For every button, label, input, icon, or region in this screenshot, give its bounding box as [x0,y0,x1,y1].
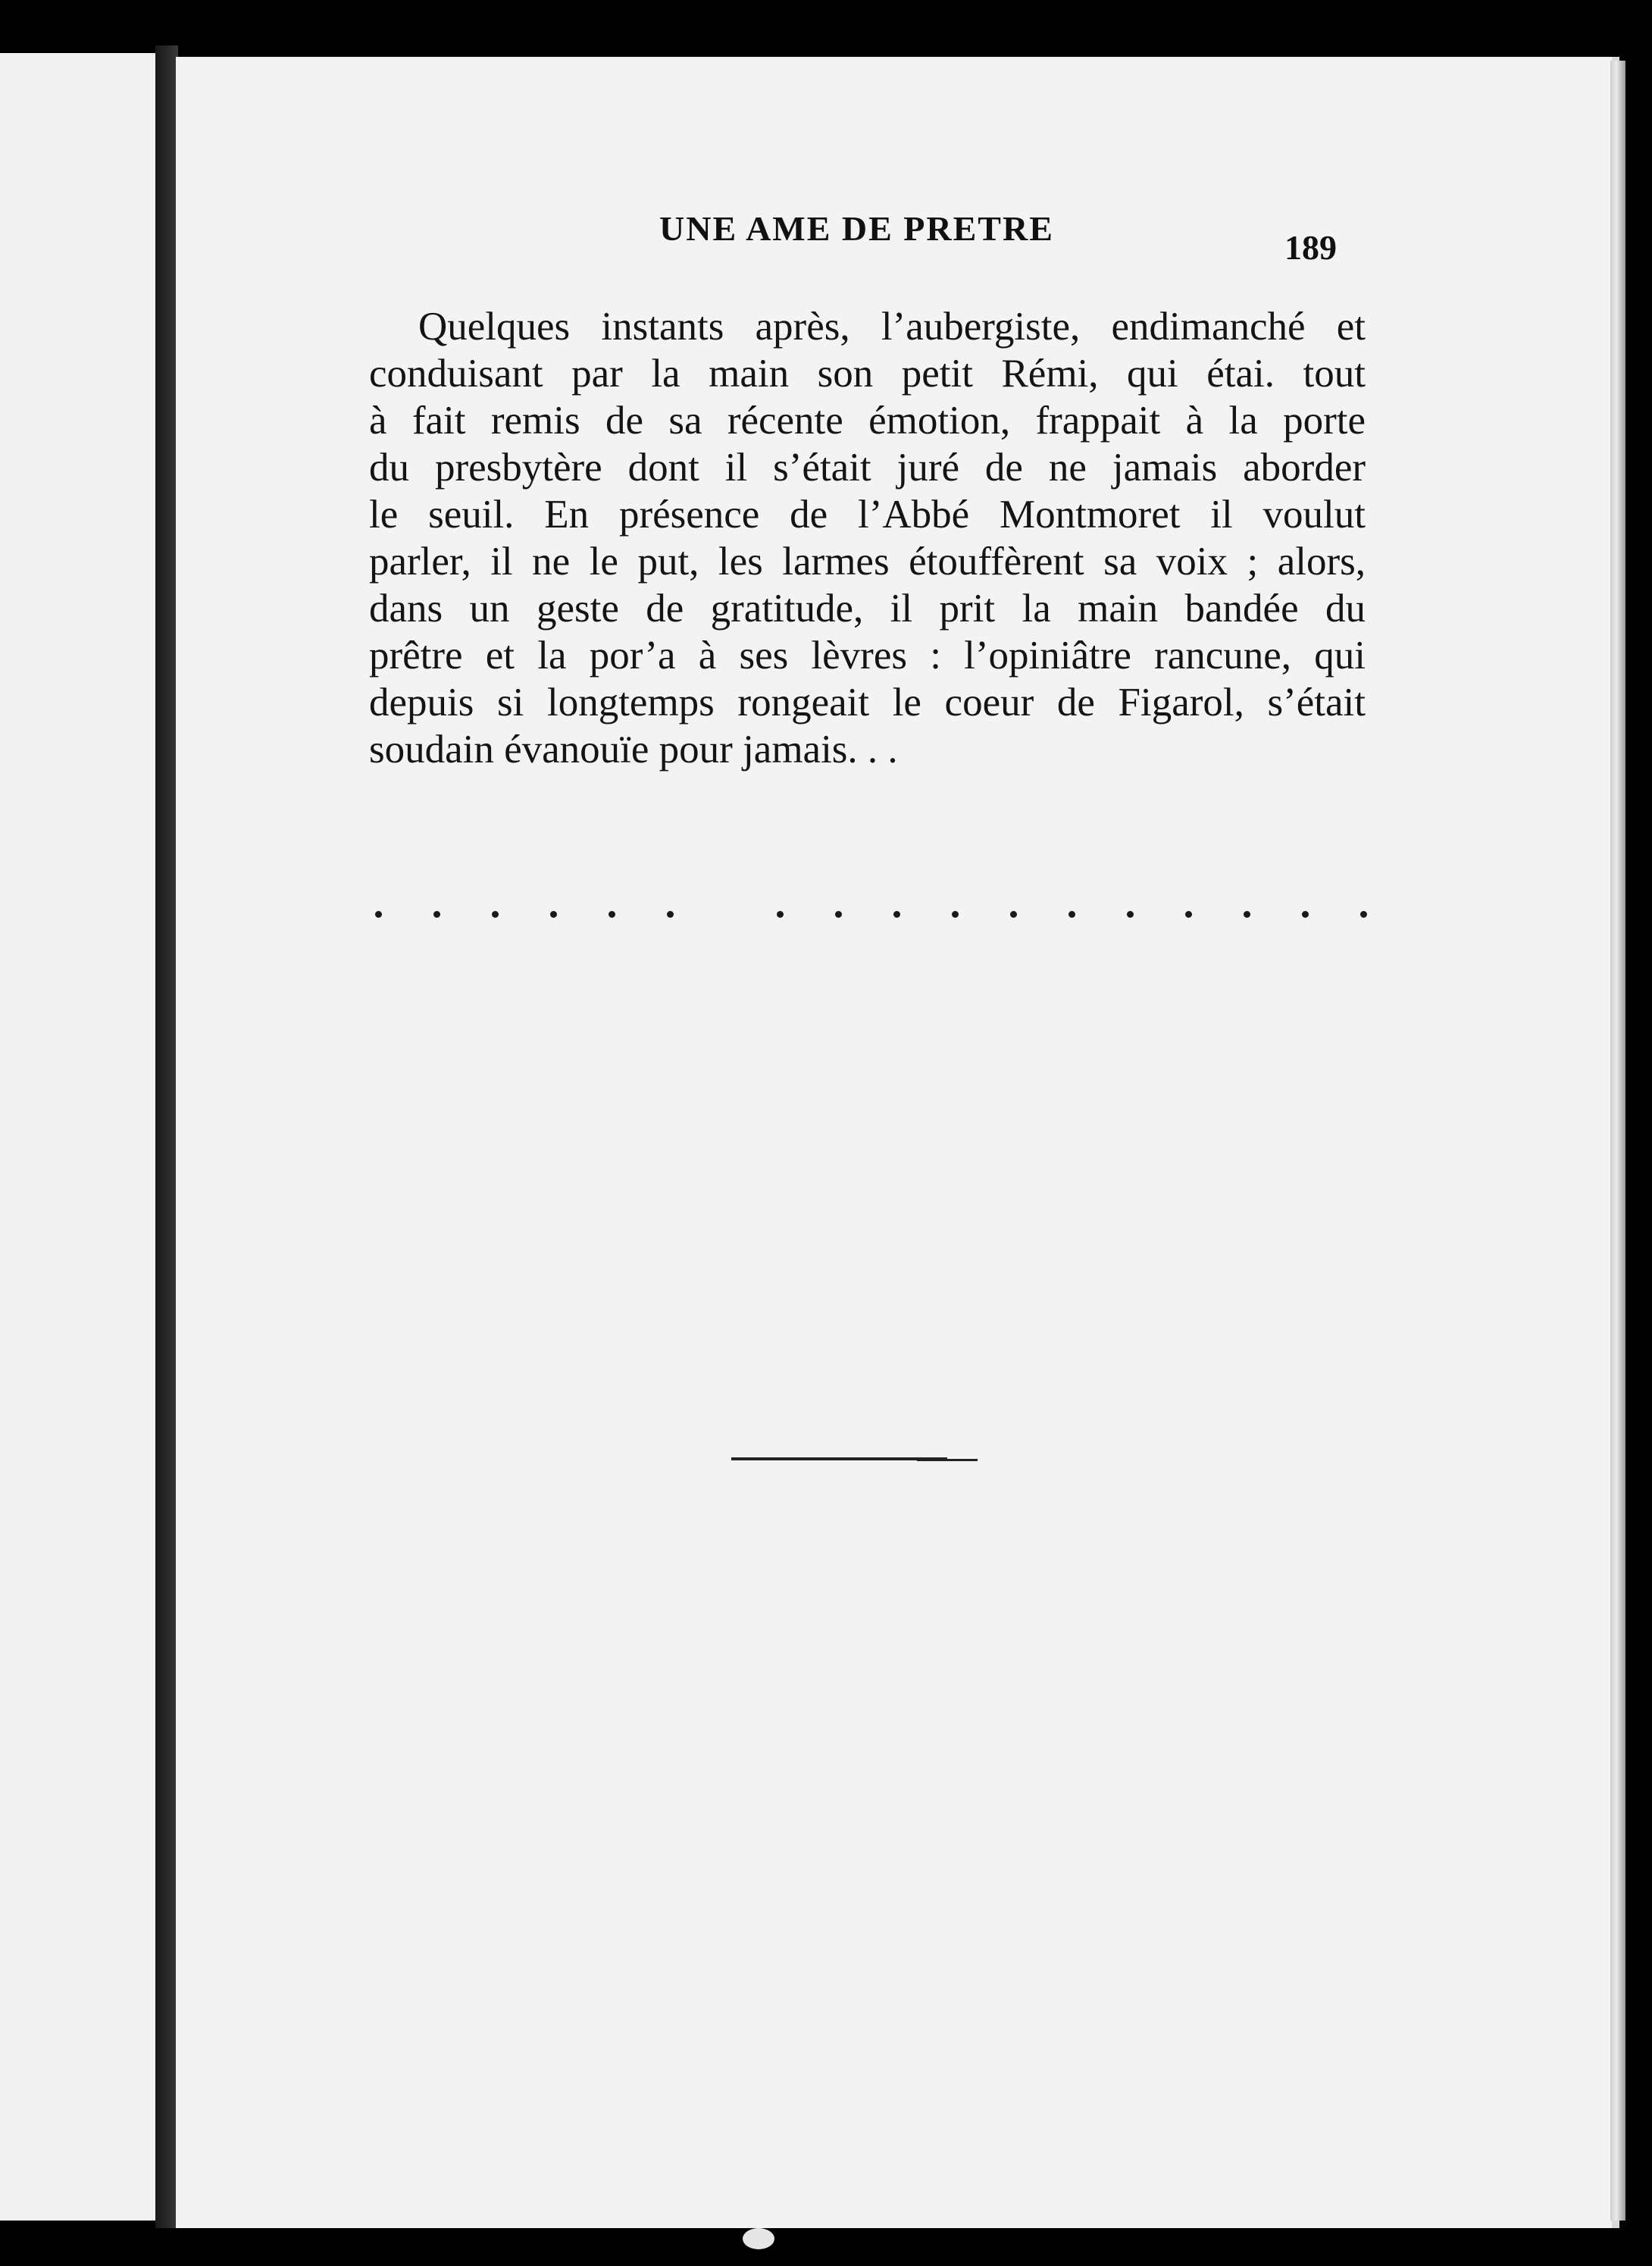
text-line: le seuil. En présence de l’Abbé Montmoret il voulut [369,493,1366,537]
text-line: Quelques instants après, l’aubergiste, endimanché et [418,305,1366,349]
separator-dot [1068,911,1075,918]
text-line: prêtre et la por’a à ses lèvres : l’opiniâtre rancune, qui [369,634,1366,678]
separator-dot [375,911,382,918]
separator-dot [1360,911,1367,918]
separator-dot [1010,911,1017,918]
separator-dot [893,911,900,918]
text-line: du presbytère dont il s’était juré de ne jamais aborder [369,446,1366,490]
separator-dot [777,911,784,918]
separator-dot [835,911,842,918]
paragraph [369,303,1366,773]
end-rule [731,1457,947,1460]
text-line: à fait remis de sa récente émotion, frappait à la porte [369,399,1366,443]
separator-dot [1127,911,1134,918]
scan-blot [743,2228,774,2249]
separator-dot [952,911,959,918]
ellipsis-separator [375,902,1360,925]
text-line: depuis si longtemps rongeait le coeur de Figarol, s’était [369,681,1366,725]
book-gutter [155,45,178,2228]
facing-page-edge [0,53,155,2221]
running-title: UNE AME DE PRETRE [659,209,1054,248]
text-line: dans un geste de gratitude, il prit la main bandée du [369,587,1366,631]
page-right-edge [1610,61,1625,2221]
separator-dot [1185,911,1192,918]
separator-dot [609,911,615,918]
text-line: conduisant par la main son petit Rémi, qui étai. tout [369,352,1366,396]
separator-dot [492,911,499,918]
end-rule-tail [917,1459,978,1461]
separator-dot [667,911,674,918]
separator-dot [1302,911,1309,918]
separator-dot [433,911,440,918]
separator-dot [550,911,557,918]
text-line: parler, il ne le put, les larmes étouffèrent sa voix ; alors, [369,540,1366,584]
text-line: soudain évanouïe pour jamais. . . [369,728,898,772]
page-number: 189 [1284,228,1337,267]
separator-dot [1244,911,1250,918]
